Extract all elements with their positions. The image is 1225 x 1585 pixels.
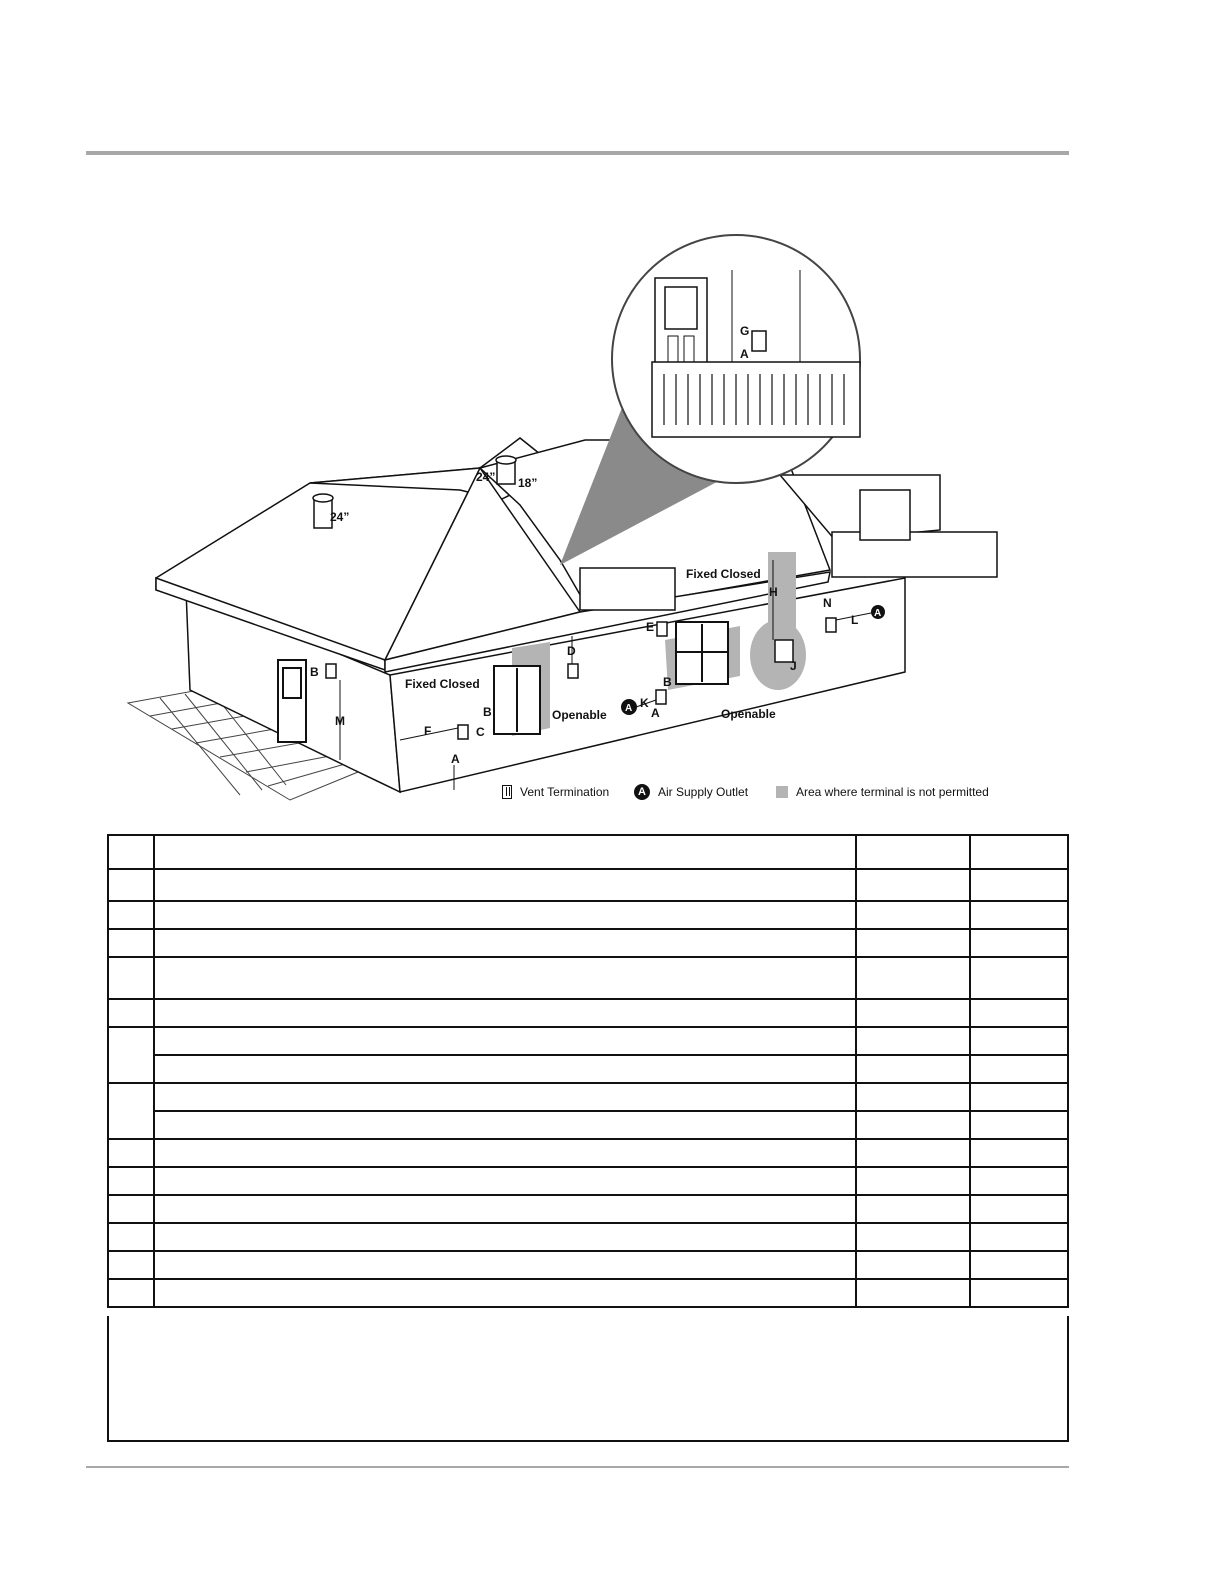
table-cell (856, 835, 970, 869)
callout-b-door: B (310, 665, 319, 679)
table-row (108, 1111, 1068, 1139)
table-row (108, 1279, 1068, 1307)
table-cell (154, 957, 855, 999)
table-cell (856, 999, 970, 1027)
table-cell (970, 1111, 1068, 1139)
label-roof-24-b: 24” (476, 470, 496, 484)
clearance-table (107, 834, 1069, 1308)
table-cell (108, 1223, 154, 1251)
table-cell (108, 957, 154, 999)
table-row (108, 869, 1068, 901)
callout-a-right: A (651, 706, 660, 720)
table-row (108, 901, 1068, 929)
callout-d: D (567, 644, 576, 658)
table-cell (154, 1167, 855, 1195)
table-cell (970, 929, 1068, 957)
table-row (108, 1055, 1068, 1083)
table-cell (970, 1027, 1068, 1055)
table-cell (970, 1167, 1068, 1195)
table-cell (154, 1251, 855, 1279)
air-supply-outlet-icon: A (634, 784, 650, 800)
table-cell (154, 1195, 855, 1223)
table-row (108, 999, 1068, 1027)
table-row (108, 835, 1068, 869)
table-row (108, 1083, 1068, 1111)
table-cell (154, 999, 855, 1027)
side-door (278, 660, 306, 742)
table-cell (856, 1279, 970, 1307)
callout-b-window: B (483, 705, 492, 719)
table-row (108, 929, 1068, 957)
table-cell (108, 929, 154, 957)
callout-f: F (424, 724, 432, 738)
callout-g: G (740, 324, 750, 338)
table-cell (970, 1251, 1068, 1279)
callout-b-right: B (663, 675, 672, 689)
callout-a-ground: A (451, 752, 460, 766)
table-cell (970, 999, 1068, 1027)
table-cell (970, 1083, 1068, 1111)
callout-k: K (640, 696, 649, 710)
label-openable-left: Openable (552, 708, 607, 722)
table-row (108, 1167, 1068, 1195)
legend-area (776, 782, 989, 802)
label-roof-18: 18” (518, 476, 538, 490)
vent-termination-icon (502, 785, 512, 799)
notes-box (107, 1316, 1069, 1442)
table-cell (154, 869, 855, 901)
table-row (108, 957, 1068, 999)
air-marker-1: A (625, 703, 633, 714)
table-row (108, 1223, 1068, 1251)
table-cell (856, 1223, 970, 1251)
table-cell (856, 901, 970, 929)
table-cell (856, 1055, 970, 1083)
table-cell (970, 1279, 1068, 1307)
table-cell (856, 869, 970, 901)
legend-air-label: Air Supply Outlet (658, 785, 749, 799)
label-openable-right: Openable (721, 707, 776, 721)
table-cell (856, 1027, 970, 1055)
table-cell (856, 1167, 970, 1195)
table-cell (970, 1223, 1068, 1251)
label-fixed-closed-right: Fixed Closed (686, 567, 761, 581)
table-cell (154, 1223, 855, 1251)
table-cell (970, 957, 1068, 999)
table-cell (154, 1139, 855, 1167)
table-cell (970, 869, 1068, 901)
table-cell (154, 1055, 855, 1083)
label-roof-24-a: 24” (330, 510, 350, 524)
table-cell (970, 1055, 1068, 1083)
restricted-area-swatch (776, 786, 788, 798)
table-cell (856, 1251, 970, 1279)
table-row (108, 1139, 1068, 1167)
legend-vent (502, 782, 609, 802)
table-cell (154, 1111, 855, 1139)
table-cell (154, 1027, 855, 1055)
table-cell (856, 1111, 970, 1139)
table-cell (108, 835, 154, 869)
table-cell (108, 1027, 154, 1083)
table-cell (856, 1139, 970, 1167)
table-row (108, 1251, 1068, 1279)
table-cell (970, 1195, 1068, 1223)
air-marker-2: A (874, 608, 882, 619)
callout-c: C (476, 725, 485, 739)
table-cell (108, 869, 154, 901)
table-cell (970, 901, 1068, 929)
table-cell (154, 901, 855, 929)
callout-e: E (646, 620, 655, 634)
legend-air (634, 782, 748, 802)
callout-a-zoom: A (740, 347, 749, 361)
table-cell (154, 1279, 855, 1307)
table-cell (154, 835, 855, 869)
table-cell (856, 1083, 970, 1111)
callout-n: N (823, 596, 832, 610)
footer-rule (86, 1466, 1069, 1468)
table-row (108, 1195, 1068, 1223)
table-cell (108, 999, 154, 1027)
table-row (108, 1027, 1068, 1055)
table-cell (108, 901, 154, 929)
table-cell (856, 929, 970, 957)
callout-j: J (790, 659, 797, 673)
table-cell (970, 835, 1068, 869)
table-cell (856, 1195, 970, 1223)
table-cell (108, 1195, 154, 1223)
table-cell (108, 1167, 154, 1195)
callout-m: M (335, 714, 345, 728)
table-cell (970, 1139, 1068, 1167)
table-cell (108, 1083, 154, 1139)
table-cell (154, 1083, 855, 1111)
table-cell (856, 957, 970, 999)
table-cell (108, 1279, 154, 1307)
table-cell (108, 1251, 154, 1279)
table-cell (154, 929, 855, 957)
legend-vent-label: Vent Termination (520, 785, 610, 799)
callout-l: L (851, 613, 859, 627)
label-fixed-closed-left: Fixed Closed (405, 677, 480, 691)
callout-h: H (769, 585, 778, 599)
legend-area-label: Area where terminal is not permitted (796, 785, 989, 799)
table-cell (108, 1139, 154, 1167)
